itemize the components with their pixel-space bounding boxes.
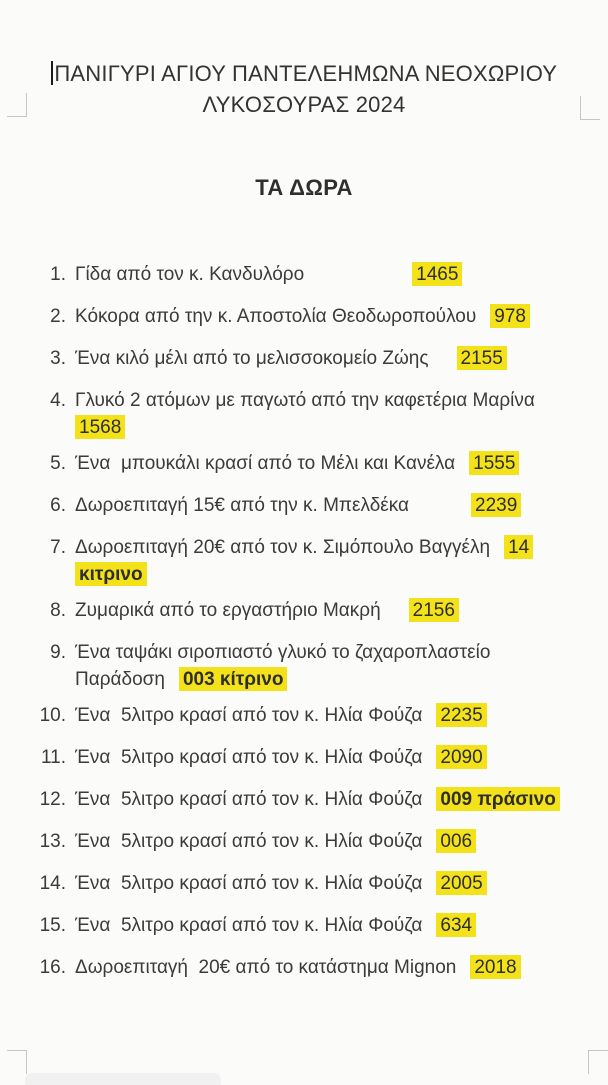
list-item [0,387,608,441]
item-number: 7. [50,537,66,558]
list-item [0,639,608,693]
winning-number: 2005 [436,871,486,895]
item-number: 12. [39,789,66,810]
item-number: 14. [39,873,66,894]
text-boundary-mark-top-right [580,96,600,120]
item-number: 8. [50,600,66,621]
list-item [0,954,608,981]
winning-number: 978 [490,304,530,328]
winning-number: 1555 [469,451,519,475]
item-number: 13. [39,831,66,852]
item-text: Ένα 5λιτρο κρασί από τον κ. Ηλία Φούζα [75,747,423,768]
item-number: 4. [50,390,66,411]
text-cursor [51,61,54,85]
item-number: 9. [50,642,66,663]
item-text: Κόκορα από την κ. Αποστολία Θεοδωροπούλου [75,306,477,327]
title-line-1 [40,58,568,89]
item-number: 6. [50,495,66,516]
item-text: Δωροεπιταγή 15€ από την κ. Μπελδέκα [75,495,410,516]
winning-number: 1568 [75,415,125,439]
bottom-sheet-top-edge [25,1073,221,1085]
item-number: 1. [50,264,66,285]
item-text-line2: Παράδοση [75,669,165,690]
list-item [0,702,608,729]
item-number: 2. [50,306,66,327]
winning-number: 006 [436,829,476,853]
text-boundary-mark-top-left [7,93,27,117]
winning-number-color-note: κιτρινο [75,562,147,586]
list-item [0,912,608,939]
item-text: Ζυμαρικά από το εργαστήριο Μακρή [75,600,381,621]
item-text: Ένα 5λιτρο κρασί από τον κ. Ηλία Φούζα [75,831,423,852]
winning-number: 2235 [436,703,486,727]
winning-number: 2155 [457,346,507,370]
item-number: 11. [40,747,66,768]
list-item [0,744,608,771]
item-text: Δωροεπιταγή 20€ από το κατάστημα Mignon [75,957,457,978]
list-item [0,261,608,288]
winning-number: 2018 [470,955,520,979]
document-title [40,58,568,120]
text-boundary-mark-bottom-left [7,1050,27,1074]
winning-number: 003 κίτρινο [179,667,288,691]
item-number: 16. [39,957,66,978]
winning-number: 2090 [436,745,486,769]
item-number: 15. [39,915,66,936]
list-item [0,597,608,624]
item-text: Ένα 5λιτρο κρασί από τον κ. Ηλία Φούζα [75,705,423,726]
document-page[interactable] [0,58,608,1082]
item-number: 10. [39,705,66,726]
item-text: Ένα μπουκάλι κρασί από το Μέλι και Κανέλα [75,453,456,474]
list-item [0,492,608,519]
item-number: 5. [50,453,66,474]
item-text: Γίδα από τον κ. Κανδυλόρο [75,264,305,285]
item-text: Ένα 5λιτρο κρασί από τον κ. Ηλία Φούζα [75,789,423,810]
list-item [0,345,608,372]
gift-list [0,261,608,981]
winning-number: 634 [436,913,476,937]
list-item [0,786,608,813]
item-text: Δωροεπιταγή 20€ από τον κ. Σιμόπουλο Βαγγέλη [75,537,491,558]
winning-number: 2156 [409,598,459,622]
list-item [0,870,608,897]
section-heading: ΤΑ ΔΩΡΑ [255,175,353,200]
title-line-2: ΛΥΚΟΣΟΥΡΑΣ 2024 [202,92,406,117]
list-item [0,828,608,855]
title-line-1-text: ΠΑΝΙΓΥΡΙ ΑΓΙΟΥ ΠΑΝΤΕΛΕΗΜΩΝΑ ΝΕΟΧΩΡΙΟΥ [54,61,558,86]
winning-number: 14 [504,535,533,559]
list-item [0,303,608,330]
winning-number: 1465 [412,262,462,286]
text-boundary-mark-bottom-right [588,1050,608,1074]
list-item [0,450,608,477]
item-text: Ένα ταψάκι σιροπιαστό γλυκό το ζαχαροπλαστείο [75,642,491,663]
item-text: Γλυκό 2 ατόμων με παγωτό από την καφετέρια Μαρίνα [75,390,535,411]
item-text: Ένα 5λιτρο κρασί από τον κ. Ηλία Φούζα [75,915,423,936]
list-item [0,534,608,588]
item-number: 3. [50,348,66,369]
item-text: Ένα 5λιτρο κρασί από τον κ. Ηλία Φούζα [75,873,423,894]
winning-number: 2239 [471,493,521,517]
item-text: Ένα κιλό μέλι από το μελισσοκομείο Ζώης [75,348,429,369]
winning-number: 009 πράσινο [436,787,559,811]
